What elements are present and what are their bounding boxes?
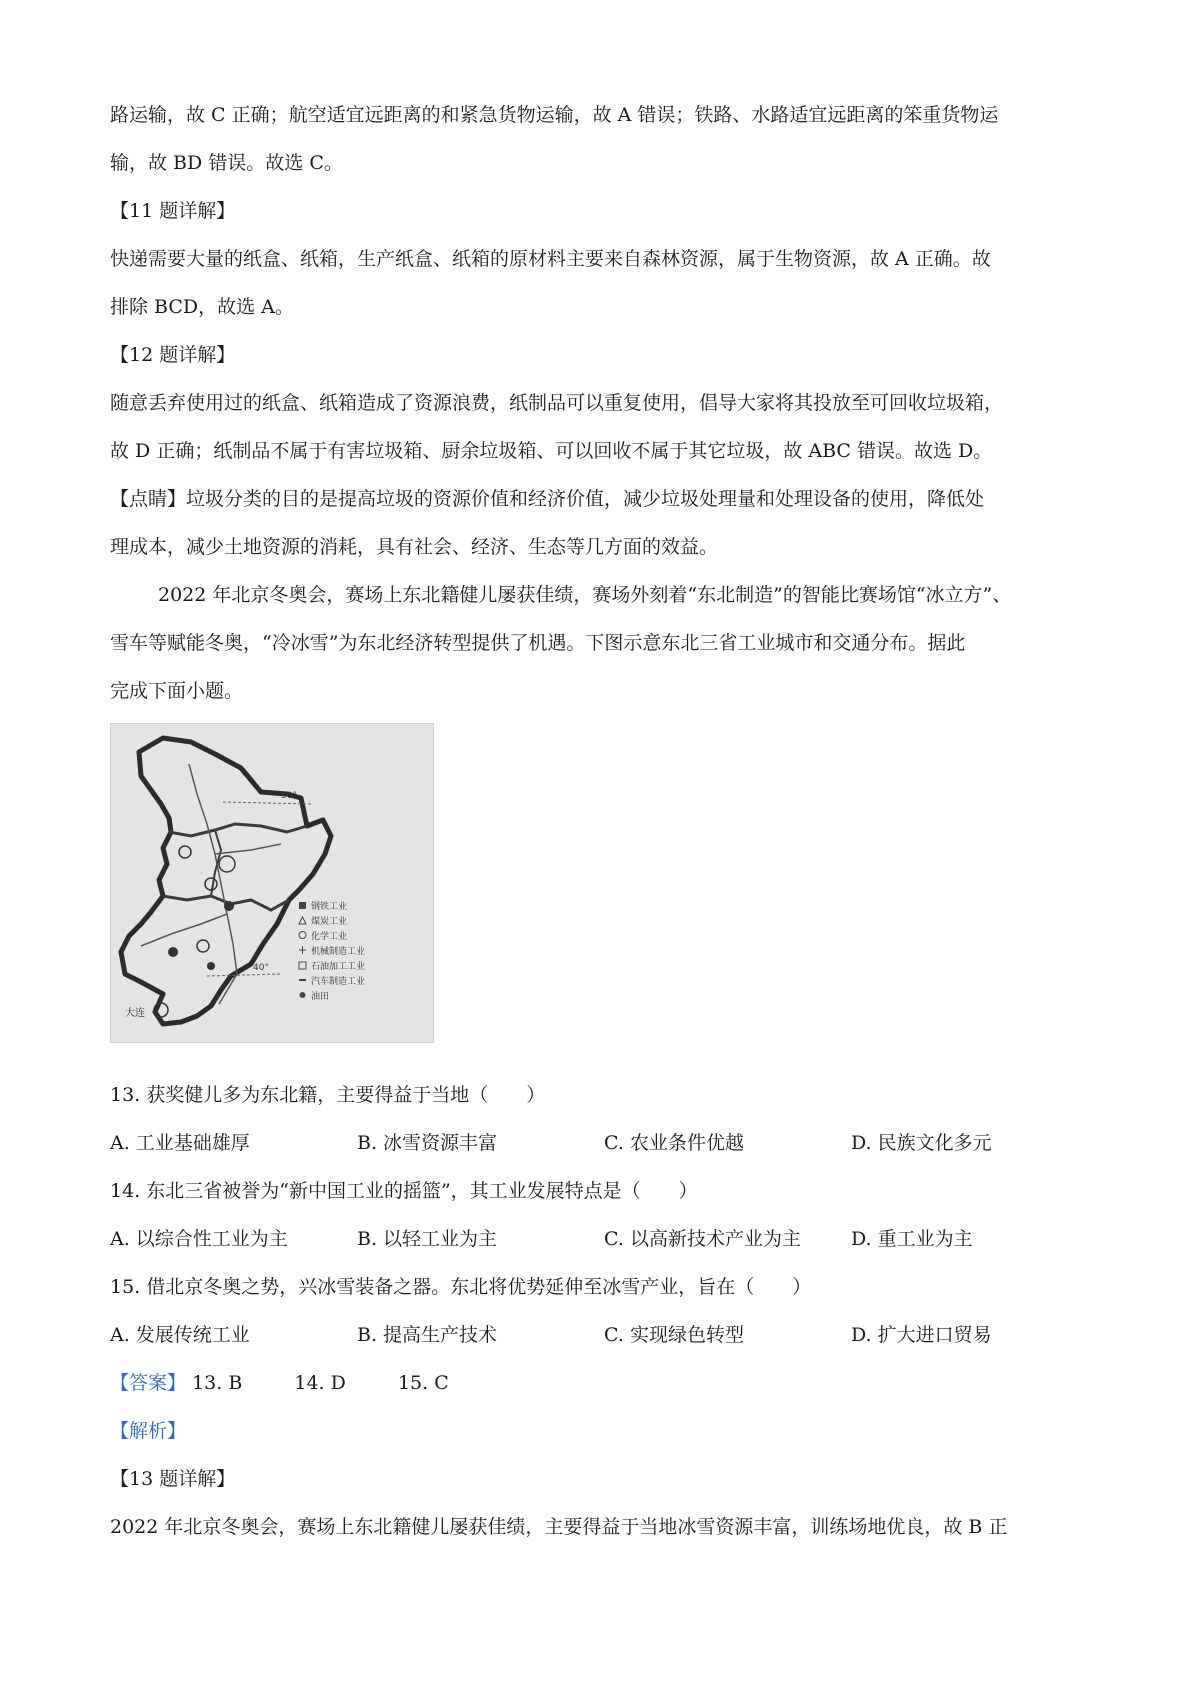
q13-option-a: A. 工业基础雄厚	[110, 1132, 250, 1154]
svg-text:汽车制造工业: 汽车制造工业	[311, 977, 366, 987]
section-heading-12: 【12 题详解】	[110, 344, 236, 366]
q14-option-a: A. 以综合性工业为主	[110, 1228, 288, 1250]
question-13-stem: 13. 获奖健儿多为东北籍，主要得益于当地（ ）	[110, 1084, 546, 1106]
latitude-line-40	[207, 974, 281, 976]
q14-option-d: D. 重工业为主	[851, 1228, 973, 1250]
latitude-line-50	[223, 802, 311, 804]
lat-label-50: 50°	[281, 791, 297, 801]
intro-paragraph: 2022 年北京冬奥会，赛场上东北籍健儿屡获佳绩，赛场外刻着“东北制造”的智能比赛场馆“冰立方”、	[158, 584, 1012, 606]
paragraph-line: 完成下面小题。	[110, 680, 244, 702]
paragraph-line: 排除 BCD，故选 A。	[110, 296, 294, 318]
province-boundary	[169, 824, 307, 836]
dianjing-note: 【点睛】垃圾分类的目的是提高垃圾的资源价值和经济价值，减少垃圾处理量和处理设备的使用，降低处	[110, 488, 985, 510]
answer-13: 13. B	[192, 1372, 243, 1394]
q15-option-b: B. 提高生产技术	[357, 1324, 498, 1346]
paragraph-line: 理成本，减少土地资源的消耗，具有社会、经济、生态等几方面的效益。	[110, 536, 719, 558]
svg-text:煤炭工业: 煤炭工业	[311, 917, 348, 927]
q14-option-c: C. 以高新技术产业为主	[604, 1228, 801, 1250]
railway-line	[215, 844, 281, 854]
region-outline	[121, 738, 331, 1024]
paragraph-line: 2022 年北京冬奥会，赛场上东北籍健儿屡获佳绩，主要得益于当地冰雪资源丰富，训练场地优良，故 B 正	[110, 1516, 1008, 1538]
svg-text:油田: 油田	[311, 992, 330, 1002]
legend-item-machinery	[299, 945, 365, 957]
paragraph-line: 故 D 正确；纸制品不属于有害垃圾箱、厨余垃圾箱、可以回收不属于其它垃圾，故 ABC 错误。故选 D。	[110, 440, 993, 462]
city-marker	[168, 947, 178, 957]
q13-option-b: B. 冰雪资源丰富	[357, 1132, 498, 1154]
legend-item-coal	[299, 915, 347, 927]
answer-label: 【答案】	[110, 1372, 187, 1394]
answer-line	[110, 1371, 449, 1395]
city-marker	[207, 962, 215, 970]
svg-text:机械制造工业: 机械制造工业	[311, 947, 366, 957]
city-label-dalian: 大连	[125, 1008, 145, 1019]
legend-item-steel	[299, 900, 347, 912]
q13-option-c: C. 农业条件优越	[604, 1132, 744, 1154]
q14-option-b: B. 以轻工业为主	[357, 1228, 498, 1250]
paragraph-line: 随意丢弃使用过的纸盒、纸箱造成了资源浪费，纸制品可以重复使用，倡导大家将其投放至可回收垃圾箱，	[110, 392, 1004, 414]
section-heading-13: 【13 题详解】	[110, 1468, 236, 1490]
section-heading-11: 【11 题详解】	[110, 200, 236, 222]
svg-text:钢铁工业: 钢铁工业	[311, 902, 348, 912]
q15-option-d: D. 扩大进口贸易	[851, 1324, 992, 1346]
answer-14: 14. D	[294, 1372, 346, 1394]
paragraph-line: 快递需要大量的纸盒、纸箱，生产纸盒、纸箱的原材料主要来自森林资源，属于生物资源，故 A 正确。故	[110, 248, 991, 270]
q13-option-d: D. 民族文化多元	[851, 1132, 992, 1154]
svg-text:化学工业: 化学工业	[311, 932, 348, 942]
city-marker	[179, 846, 191, 858]
analysis-label: 【解析】	[110, 1420, 187, 1442]
answer-15: 15. C	[397, 1372, 449, 1394]
legend-item-chemical	[299, 930, 347, 942]
city-marker	[224, 901, 234, 911]
railway-line	[141, 914, 227, 946]
legend-item-oilfield	[300, 990, 330, 1002]
question-14-stem: 14. 东北三省被誉为“新中国工业的摇篮”，其工业发展特点是（ ）	[110, 1180, 698, 1202]
q15-option-a: A. 发展传统工业	[110, 1324, 250, 1346]
svg-text:石油加工工业: 石油加工工业	[311, 962, 366, 972]
city-marker	[219, 856, 235, 872]
question-15-stem: 15. 借北京冬奥之势，兴冰雪装备之器。东北将优势延伸至冰雪产业，旨在（ ）	[110, 1276, 812, 1298]
legend-item-auto	[299, 975, 365, 987]
paragraph-line: 输，故 BD 错误。故选 C。	[110, 152, 343, 174]
city-marker	[205, 878, 217, 890]
lat-label-40: 40°	[253, 963, 269, 973]
legend-item-oil-refining	[299, 960, 365, 972]
q15-option-c: C. 实现绿色转型	[604, 1324, 744, 1346]
city-marker	[197, 940, 209, 952]
paragraph-line: 路运输，故 C 正确；航空适宜远距离的和紧急货物运输，故 A 错误；铁路、水路适宜远距离的笨重货物运	[110, 104, 999, 126]
northeast-industry-map	[110, 723, 434, 1043]
paragraph-line: 雪车等赋能冬奥，“冷冰雪”为东北经济转型提供了机遇。下图示意东北三省工业城市和交通分布。据此	[110, 632, 966, 654]
map-legend	[299, 900, 365, 1002]
